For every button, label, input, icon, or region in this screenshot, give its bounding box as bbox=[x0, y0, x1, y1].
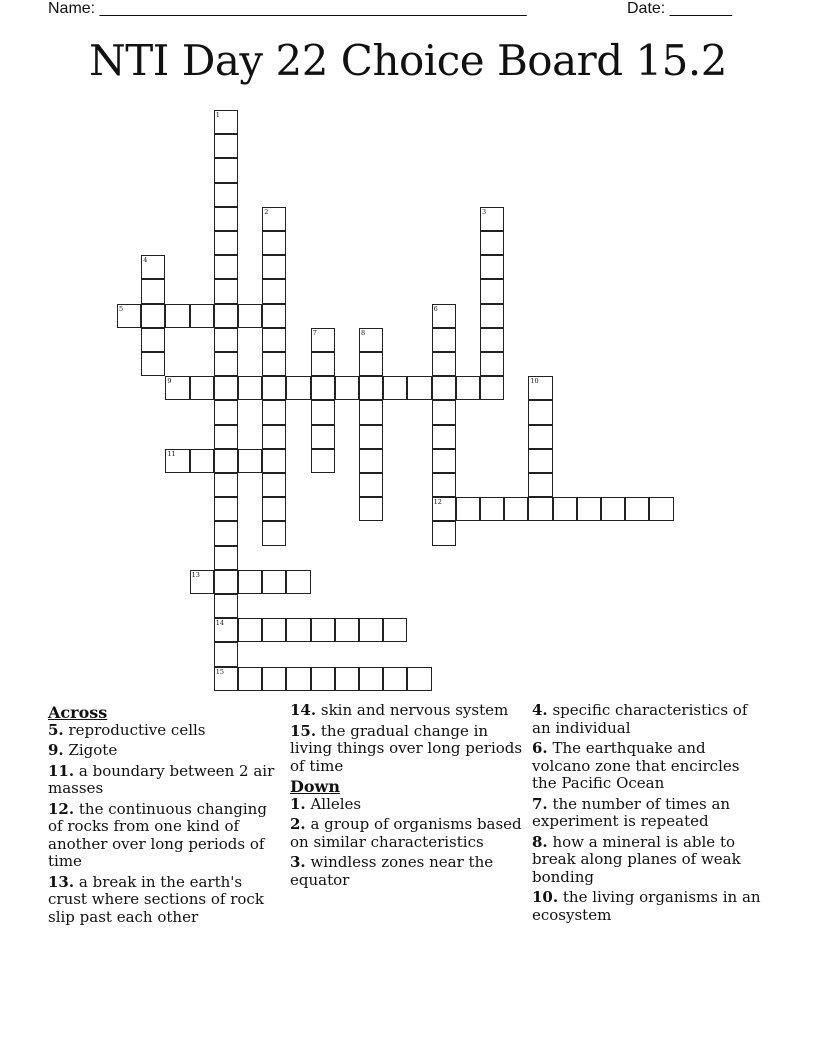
grid-cell[interactable] bbox=[214, 183, 238, 207]
clue-text: The earthquake and volcano zone that encircles the Pacific Ocean bbox=[532, 739, 740, 792]
clues-column-2 bbox=[290, 702, 526, 892]
grid-cell[interactable] bbox=[262, 425, 286, 449]
grid-cell[interactable] bbox=[214, 618, 238, 642]
across-clues-a bbox=[48, 722, 284, 927]
across-clue bbox=[48, 722, 284, 740]
across-clue bbox=[48, 801, 284, 871]
grid-cell[interactable] bbox=[311, 449, 335, 473]
clue-number: 1. bbox=[290, 794, 306, 813]
clue-number: 14 bbox=[215, 619, 225, 628]
grid-cell[interactable] bbox=[141, 328, 165, 352]
across-heading: Across bbox=[48, 703, 108, 722]
grid-cell[interactable] bbox=[141, 255, 165, 279]
clue-text: reproductive cells bbox=[68, 720, 206, 739]
grid-cell[interactable] bbox=[214, 279, 238, 303]
grid-cell[interactable] bbox=[214, 110, 238, 134]
across-clue bbox=[48, 742, 284, 760]
clue-text: skin and nervous system bbox=[320, 701, 509, 719]
grid-cell[interactable] bbox=[214, 400, 238, 424]
name-field[interactable]: Name: ________________________________________________ bbox=[48, 0, 527, 17]
grid-cell[interactable] bbox=[214, 594, 238, 618]
grid-cell[interactable] bbox=[359, 352, 383, 376]
grid-cell[interactable] bbox=[190, 376, 214, 400]
clue-text: how a mineral is able to break along planes of weak bonding bbox=[532, 832, 741, 886]
grid-cell[interactable] bbox=[214, 570, 238, 594]
grid-cell[interactable] bbox=[311, 328, 335, 352]
grid-cell[interactable] bbox=[432, 497, 456, 521]
across-clue bbox=[290, 702, 526, 720]
down-clue bbox=[532, 702, 768, 737]
grid-cell[interactable] bbox=[262, 376, 286, 400]
grid-cell[interactable] bbox=[214, 255, 238, 279]
grid-cell[interactable] bbox=[214, 667, 238, 691]
clue-number: 11 bbox=[167, 449, 176, 458]
grid-cell[interactable] bbox=[214, 425, 238, 449]
grid-cell[interactable] bbox=[407, 376, 431, 400]
grid-cell[interactable] bbox=[262, 667, 286, 691]
grid-cell[interactable] bbox=[335, 618, 359, 642]
grid-cell[interactable] bbox=[117, 304, 141, 328]
grid-cell[interactable] bbox=[504, 497, 528, 521]
clue-text: Alleles bbox=[310, 794, 362, 813]
down-clues-b bbox=[532, 702, 768, 924]
grid-cell[interactable] bbox=[286, 570, 310, 594]
clue-number: 13 bbox=[191, 570, 200, 579]
grid-cell[interactable] bbox=[311, 352, 335, 376]
grid-cell[interactable] bbox=[432, 521, 456, 545]
clue-text: a group of organisms based on similar characteristics bbox=[290, 815, 522, 851]
grid-cell[interactable] bbox=[480, 328, 504, 352]
grid-cell[interactable] bbox=[528, 425, 552, 449]
grid-cell[interactable] bbox=[165, 304, 189, 328]
grid-cell[interactable] bbox=[238, 376, 262, 400]
grid-cell[interactable] bbox=[262, 473, 286, 497]
clue-number: 8. bbox=[532, 832, 548, 851]
clue-text: specific characteristics of an individual bbox=[532, 701, 748, 737]
down-clue bbox=[290, 816, 526, 851]
grid-cell[interactable] bbox=[262, 570, 286, 594]
down-clue bbox=[532, 740, 768, 793]
grid-cell[interactable] bbox=[286, 618, 310, 642]
grid-cell[interactable] bbox=[480, 207, 504, 231]
grid-cell[interactable] bbox=[262, 304, 286, 328]
grid-cell[interactable] bbox=[214, 376, 238, 400]
grid-cell[interactable] bbox=[383, 618, 407, 642]
grid-cell[interactable] bbox=[528, 473, 552, 497]
clue-number: 6. bbox=[532, 739, 548, 757]
grid-cell[interactable] bbox=[480, 497, 504, 521]
grid-cell[interactable] bbox=[238, 667, 262, 691]
clue-number: 8 bbox=[361, 328, 366, 337]
grid-cell[interactable] bbox=[214, 328, 238, 352]
grid-cell[interactable] bbox=[432, 425, 456, 449]
grid-cell[interactable] bbox=[383, 376, 407, 400]
grid-cell[interactable] bbox=[649, 497, 673, 521]
grid-cell[interactable] bbox=[262, 400, 286, 424]
across-clues-b bbox=[290, 702, 526, 775]
down-clue bbox=[290, 854, 526, 889]
grid-cell[interactable] bbox=[190, 570, 214, 594]
grid-cell[interactable] bbox=[432, 400, 456, 424]
grid-cell[interactable] bbox=[286, 376, 310, 400]
clue-number: 7. bbox=[532, 794, 548, 813]
across-clue bbox=[290, 723, 526, 776]
grid-cell[interactable] bbox=[262, 328, 286, 352]
clue-number: 11. bbox=[48, 761, 75, 780]
grid-cell[interactable] bbox=[141, 279, 165, 303]
grid-cell[interactable] bbox=[359, 618, 383, 642]
clue-number: 12. bbox=[48, 799, 75, 818]
down-clue bbox=[290, 796, 526, 814]
grid-cell[interactable] bbox=[335, 376, 359, 400]
grid-cell[interactable] bbox=[262, 207, 286, 231]
grid-cell[interactable] bbox=[238, 304, 262, 328]
clue-number: 6 bbox=[433, 304, 438, 313]
clue-number: 13. bbox=[48, 872, 75, 891]
grid-cell[interactable] bbox=[262, 231, 286, 255]
grid-cell[interactable] bbox=[311, 618, 335, 642]
clue-number: 2 bbox=[264, 207, 269, 216]
clue-number: 12 bbox=[433, 498, 442, 507]
grid-cell[interactable] bbox=[214, 642, 238, 666]
grid-cell[interactable] bbox=[141, 352, 165, 376]
grid-cell[interactable] bbox=[480, 352, 504, 376]
grid-cell[interactable] bbox=[262, 255, 286, 279]
grid-cell[interactable] bbox=[214, 207, 238, 231]
grid-cell[interactable] bbox=[190, 304, 214, 328]
clue-number: 15. bbox=[290, 721, 317, 740]
grid-cell[interactable] bbox=[577, 497, 601, 521]
clue-number: 10. bbox=[532, 888, 559, 906]
grid-cell[interactable] bbox=[528, 449, 552, 473]
clue-number: 9 bbox=[167, 377, 172, 386]
grid-cell[interactable] bbox=[335, 667, 359, 691]
clue-text: the living organisms in an ecosystem bbox=[532, 888, 761, 924]
grid-cell[interactable] bbox=[383, 667, 407, 691]
down-clue bbox=[532, 796, 768, 831]
grid-cell[interactable] bbox=[553, 497, 577, 521]
grid-cell[interactable] bbox=[456, 497, 480, 521]
grid-cell[interactable] bbox=[214, 134, 238, 158]
clue-number: 4. bbox=[532, 701, 548, 719]
clue-number: 1 bbox=[215, 111, 220, 119]
grid-cell[interactable] bbox=[625, 497, 649, 521]
clue-number: 7 bbox=[312, 328, 317, 337]
grid-cell[interactable] bbox=[262, 618, 286, 642]
grid-cell[interactable] bbox=[262, 279, 286, 303]
grid-cell[interactable] bbox=[311, 667, 335, 691]
grid-cell[interactable] bbox=[528, 497, 552, 521]
clue-text: the continuous changing of rocks from one kind of another over long periods of time bbox=[48, 799, 267, 870]
grid-cell[interactable] bbox=[359, 400, 383, 424]
clue-number: 3. bbox=[290, 853, 306, 871]
grid-cell[interactable] bbox=[601, 497, 625, 521]
grid-cell[interactable] bbox=[359, 425, 383, 449]
down-clue bbox=[532, 834, 768, 887]
grid-cell[interactable] bbox=[480, 376, 504, 400]
grid-cell[interactable] bbox=[286, 667, 310, 691]
grid-cell[interactable] bbox=[432, 328, 456, 352]
grid-cell[interactable] bbox=[311, 376, 335, 400]
grid-cell[interactable] bbox=[214, 473, 238, 497]
clue-number: 9. bbox=[48, 741, 64, 759]
grid-cell[interactable] bbox=[262, 449, 286, 473]
grid-cell[interactable] bbox=[456, 376, 480, 400]
date-field[interactable]: Date: _______ bbox=[627, 0, 732, 17]
grid-cell[interactable] bbox=[262, 497, 286, 521]
grid-cell[interactable] bbox=[432, 449, 456, 473]
clue-text: a boundary between 2 air masses bbox=[48, 761, 275, 797]
grid-cell[interactable] bbox=[214, 546, 238, 570]
clue-text: the gradual change in living things over long periods of time bbox=[290, 721, 523, 775]
grid-cell[interactable] bbox=[432, 376, 456, 400]
clue-number: 4 bbox=[143, 256, 148, 265]
clue-text: the number of times an experiment is repeated bbox=[532, 794, 731, 830]
grid-cell[interactable] bbox=[165, 449, 189, 473]
grid-cell[interactable] bbox=[214, 231, 238, 255]
grid-cell[interactable] bbox=[214, 158, 238, 182]
clue-number: 3 bbox=[482, 207, 487, 216]
grid-cell[interactable] bbox=[407, 667, 431, 691]
grid-cell[interactable] bbox=[238, 618, 262, 642]
grid-cell[interactable] bbox=[359, 667, 383, 691]
grid-cell[interactable] bbox=[214, 449, 238, 473]
clue-number: 5 bbox=[119, 304, 124, 313]
grid-cell[interactable] bbox=[528, 400, 552, 424]
clue-number: 10 bbox=[530, 377, 539, 386]
grid-cell[interactable] bbox=[238, 449, 262, 473]
grid-cell[interactable] bbox=[165, 376, 189, 400]
grid-cell[interactable] bbox=[359, 473, 383, 497]
grid-cell[interactable] bbox=[262, 521, 286, 545]
clue-text: Zigote bbox=[68, 741, 118, 759]
clues-column-3 bbox=[532, 702, 768, 927]
grid-cell[interactable] bbox=[359, 328, 383, 352]
grid-cell[interactable] bbox=[214, 352, 238, 376]
grid-cell[interactable] bbox=[359, 497, 383, 521]
grid-cell[interactable] bbox=[480, 231, 504, 255]
grid-cell[interactable] bbox=[141, 304, 165, 328]
grid-cell[interactable] bbox=[432, 352, 456, 376]
down-clue bbox=[532, 889, 768, 924]
page-title: NTI Day 22 Choice Board 15.2 bbox=[89, 36, 727, 85]
grid-cell[interactable] bbox=[432, 304, 456, 328]
clue-number: 15 bbox=[215, 667, 225, 676]
grid-cell[interactable] bbox=[359, 449, 383, 473]
grid-cell[interactable] bbox=[311, 400, 335, 424]
grid-cell[interactable] bbox=[480, 255, 504, 279]
grid-cell[interactable] bbox=[238, 570, 262, 594]
grid-cell[interactable] bbox=[214, 304, 238, 328]
grid-cell[interactable] bbox=[214, 497, 238, 521]
grid-cell[interactable] bbox=[214, 521, 238, 545]
clue-number: 5. bbox=[48, 720, 64, 739]
grid-cell[interactable] bbox=[480, 279, 504, 303]
grid-cell[interactable] bbox=[432, 473, 456, 497]
clue-number: 14. bbox=[290, 701, 317, 719]
clue-number: 2. bbox=[290, 815, 306, 833]
across-clue bbox=[48, 763, 284, 798]
grid-cell[interactable] bbox=[359, 376, 383, 400]
clue-text: a break in the earth's crust where sections of rock slip past each other bbox=[48, 872, 264, 926]
grid-cell[interactable] bbox=[480, 304, 504, 328]
clues-column-1 bbox=[48, 702, 284, 929]
grid-cell[interactable] bbox=[528, 376, 552, 400]
across-clue bbox=[48, 874, 284, 927]
grid-cell[interactable] bbox=[190, 449, 214, 473]
clue-text: windless zones near the equator bbox=[290, 853, 494, 889]
down-clues-a bbox=[290, 796, 526, 890]
grid-cell[interactable] bbox=[262, 352, 286, 376]
grid-cell[interactable] bbox=[311, 425, 335, 449]
down-heading: Down bbox=[290, 777, 340, 796]
